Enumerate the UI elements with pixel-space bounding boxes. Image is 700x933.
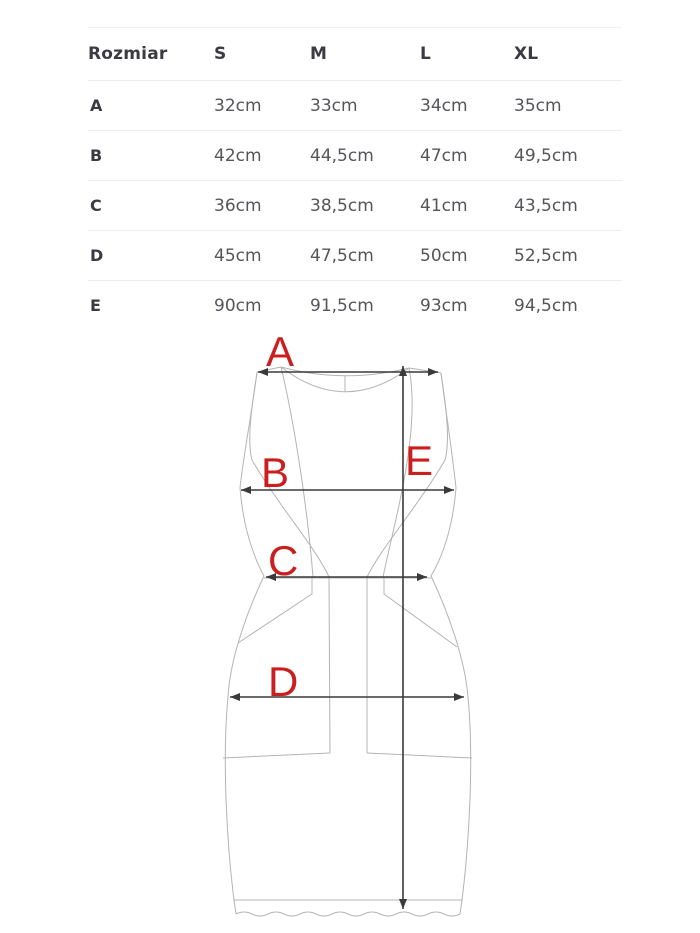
measure-label-d: D (268, 658, 299, 705)
measure-label-c: C (268, 537, 299, 584)
measure-label-e: E (405, 437, 434, 484)
size-table-title: Rozmiar (88, 44, 168, 64)
value-a-m: 33cm (310, 95, 358, 116)
value-b-s: 42cm (214, 145, 262, 166)
value-d-xl: 52,5cm (514, 245, 578, 266)
value-d-s: 45cm (214, 245, 262, 266)
value-c-xl: 43,5cm (514, 195, 578, 216)
value-b-xl: 49,5cm (514, 145, 578, 166)
row-label: E (90, 296, 101, 315)
value-e-xl: 94,5cm (514, 295, 578, 316)
value-a-xl: 35cm (514, 95, 562, 116)
row-label: B (90, 146, 103, 165)
value-d-l: 50cm (420, 245, 468, 266)
column-header-m: M (310, 44, 328, 64)
value-a-s: 32cm (214, 95, 262, 116)
measure-label-b: B (261, 449, 290, 496)
column-header-s: S (214, 44, 227, 64)
value-d-m: 47,5cm (310, 245, 374, 266)
value-c-s: 36cm (214, 195, 262, 216)
row-label: D (90, 246, 104, 265)
value-e-s: 90cm (214, 295, 262, 316)
row-label: C (90, 196, 102, 215)
value-e-l: 93cm (420, 295, 468, 316)
value-b-m: 44,5cm (310, 145, 374, 166)
value-e-m: 91,5cm (310, 295, 374, 316)
value-c-m: 38,5cm (310, 195, 374, 216)
wavy-hem-edge (236, 912, 460, 916)
row-label: A (90, 96, 103, 115)
value-a-l: 34cm (420, 95, 468, 116)
measure-label-a: A (266, 328, 295, 375)
column-header-xl: XL (514, 44, 539, 64)
value-c-l: 41cm (420, 195, 468, 216)
value-b-l: 47cm (420, 145, 468, 166)
column-header-l: L (420, 44, 432, 64)
